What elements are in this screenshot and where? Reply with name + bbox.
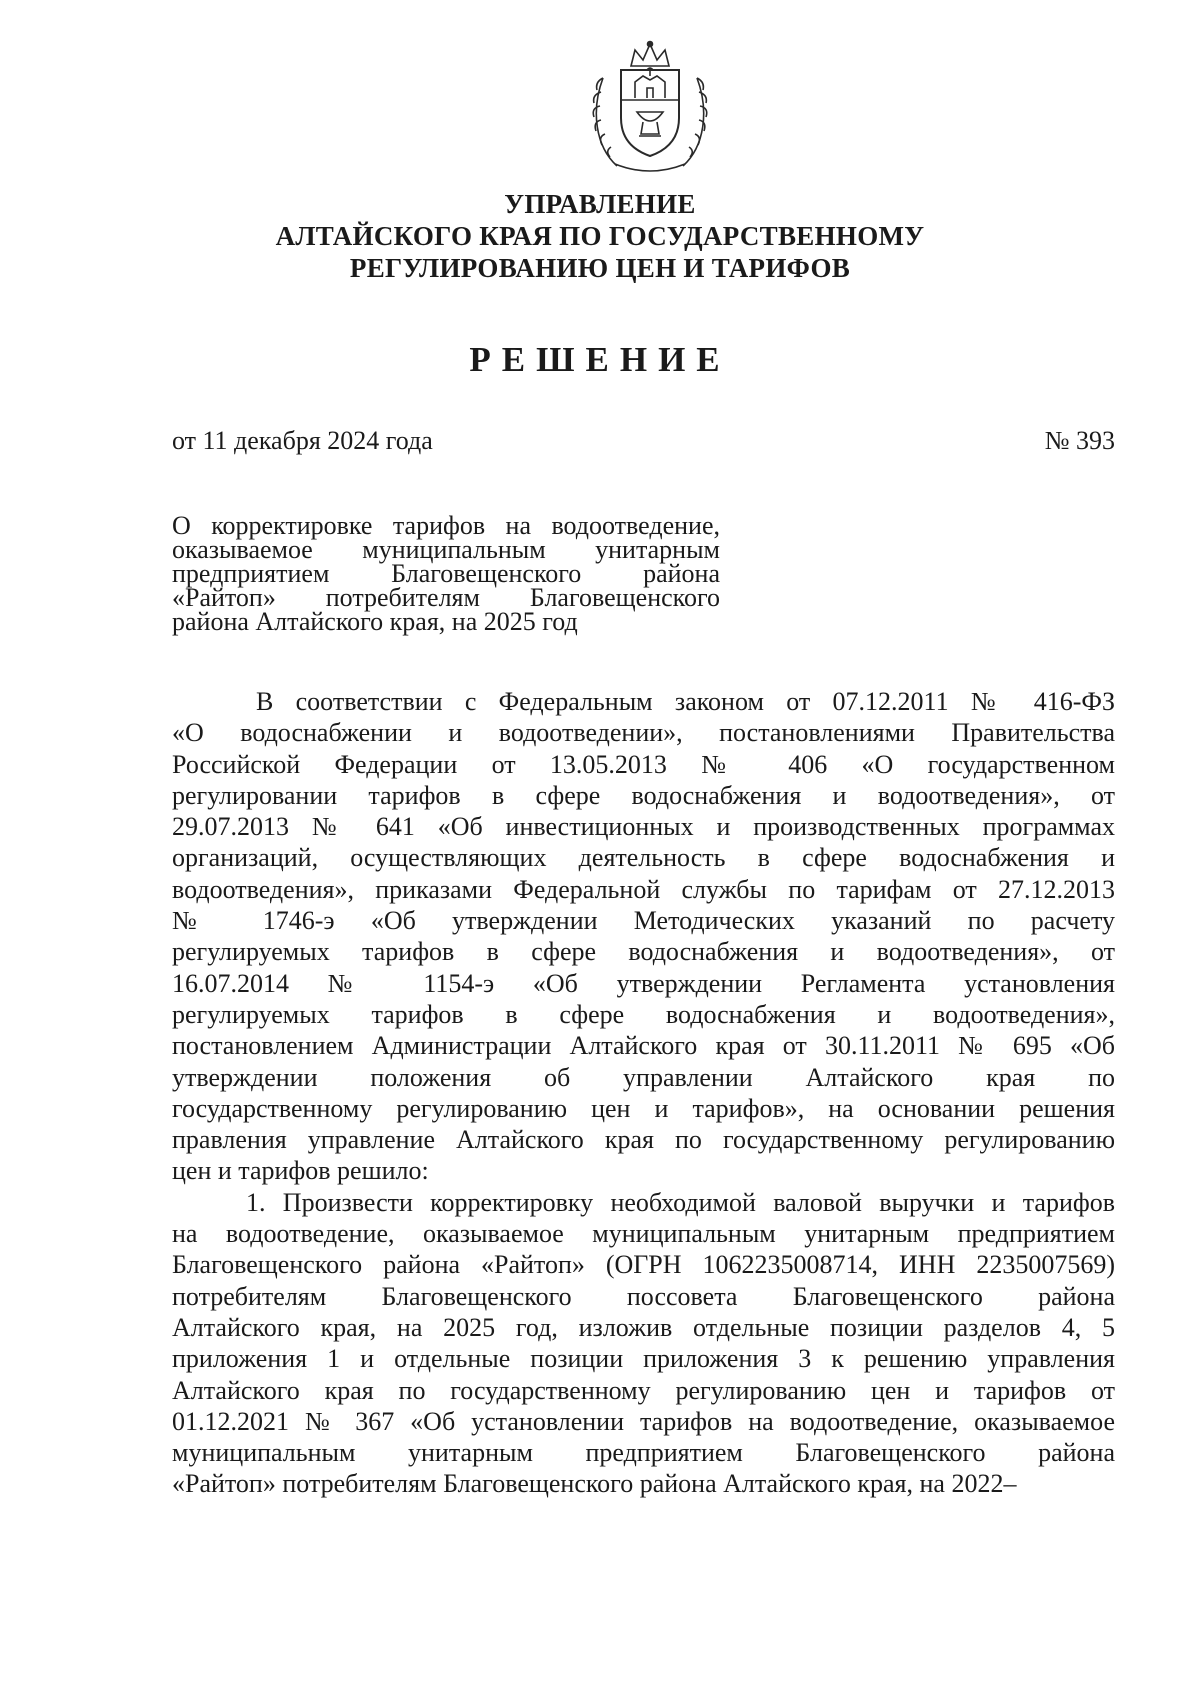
issuing-authority	[150, 188, 1050, 284]
preamble-line: 29.07.2013 № 641 «Об инвестиционных и производственных программах	[172, 812, 1115, 842]
authority-line-1: УПРАВЛЕНИЕ	[504, 189, 696, 219]
document-type-title: РЕШЕНИЕ	[469, 340, 731, 379]
preamble-line: 16.07.2014 № 1154-э «Об утверждении Регламента установления	[172, 968, 1115, 998]
preamble-line: утверждении положения об управлении Алтайского края по	[172, 1062, 1115, 1092]
preamble-line: правления управление Алтайского края по государственному регулированию	[172, 1125, 1115, 1155]
preamble-line: постановлением Администрации Алтайского края от 30.11.2011 № 695 «Об	[172, 1031, 1115, 1061]
altai-krai-coat-of-arms-icon	[587, 38, 713, 176]
subject-line: О корректировке тарифов на водоотведение,	[172, 511, 720, 540]
preamble-line: регулировании тарифов в сфере водоснабжения и водоотведения», от	[172, 780, 1115, 810]
document-date: от 11 декабря 2024 года	[172, 426, 433, 455]
item-1-line: на водоотведение, оказываемое муниципальным унитарным предприятием	[172, 1219, 1115, 1249]
coat-of-arms-emblem	[587, 38, 713, 176]
preamble-line: Российской Федерации от 13.05.2013 № 406 «О государственном	[172, 749, 1115, 779]
item-1-line: потребителям Благовещенского поссовета Благовещенского района	[172, 1281, 1115, 1311]
document-body	[172, 686, 1115, 1500]
subject-line: района Алтайского края, на 2025 год	[172, 607, 578, 636]
item-1-line: муниципальным унитарным предприятием Благовещенского района	[172, 1438, 1115, 1468]
item-1-line: Алтайского края по государственному регулированию цен и тарифов от	[172, 1375, 1115, 1405]
preamble-line: В соответствии с Федеральным законом от 07.12.2011 № 416-ФЗ	[256, 687, 1115, 716]
preamble-line: организаций, осуществляющих деятельность в сфере водоснабжения и	[172, 843, 1115, 873]
item-1-line: «Райтоп» потребителям Благовещенского района Алтайского края, на 2022–	[172, 1469, 1017, 1499]
authority-line-3: РЕГУЛИРОВАНИЮ ЦЕН И ТАРИФОВ	[349, 253, 851, 283]
subject-line: «Райтоп» потребителям Благовещенского	[172, 583, 720, 612]
item-1-line: приложения 1 и отдельные позиции приложения 3 к решению управления	[172, 1344, 1115, 1374]
item-1-line: 1. Произвести корректировку необходимой валовой выручки и тарифов	[246, 1187, 1115, 1217]
preamble-line: водоотведения», приказами Федеральной службы по тарифам от 27.12.2013	[172, 874, 1115, 904]
preamble-line: регулируемых тарифов в сфере водоснабжения и водоотведения», от	[172, 937, 1115, 967]
preamble-line: цен и тарифов решило:	[172, 1156, 429, 1186]
subject-line: оказываемое муниципальным унитарным	[172, 535, 720, 564]
item-1-line: Благовещенского района «Райтоп» (ОГРН 1062235008714, ИНН 2235007569)	[172, 1250, 1115, 1280]
preamble-line: государственному регулированию цен и тарифов», на основании решения	[172, 1093, 1115, 1123]
preamble-line: регулируемых тарифов в сфере водоснабжения и водоотведения»,	[172, 999, 1115, 1029]
document-number: № 393	[1044, 426, 1115, 455]
document-subject	[172, 511, 720, 636]
preamble-line: «О водоснабжении и водоотведении», постановлениями Правительства	[172, 718, 1115, 748]
preamble-line: № 1746-э «Об утверждении Методических указаний по расчету	[172, 906, 1115, 936]
authority-line-2: АЛТАЙСКОГО КРАЯ ПО ГОСУДАРСТВЕННОМУ	[275, 221, 925, 251]
subject-line: предприятием Благовещенского района	[172, 559, 720, 588]
item-1-line: 01.12.2021 № 367 «Об установлении тарифов на водоотведение, оказываемое	[172, 1406, 1115, 1436]
item-1-line: Алтайского края, на 2025 год, изложив отдельные позиции разделов 4, 5	[172, 1312, 1115, 1342]
